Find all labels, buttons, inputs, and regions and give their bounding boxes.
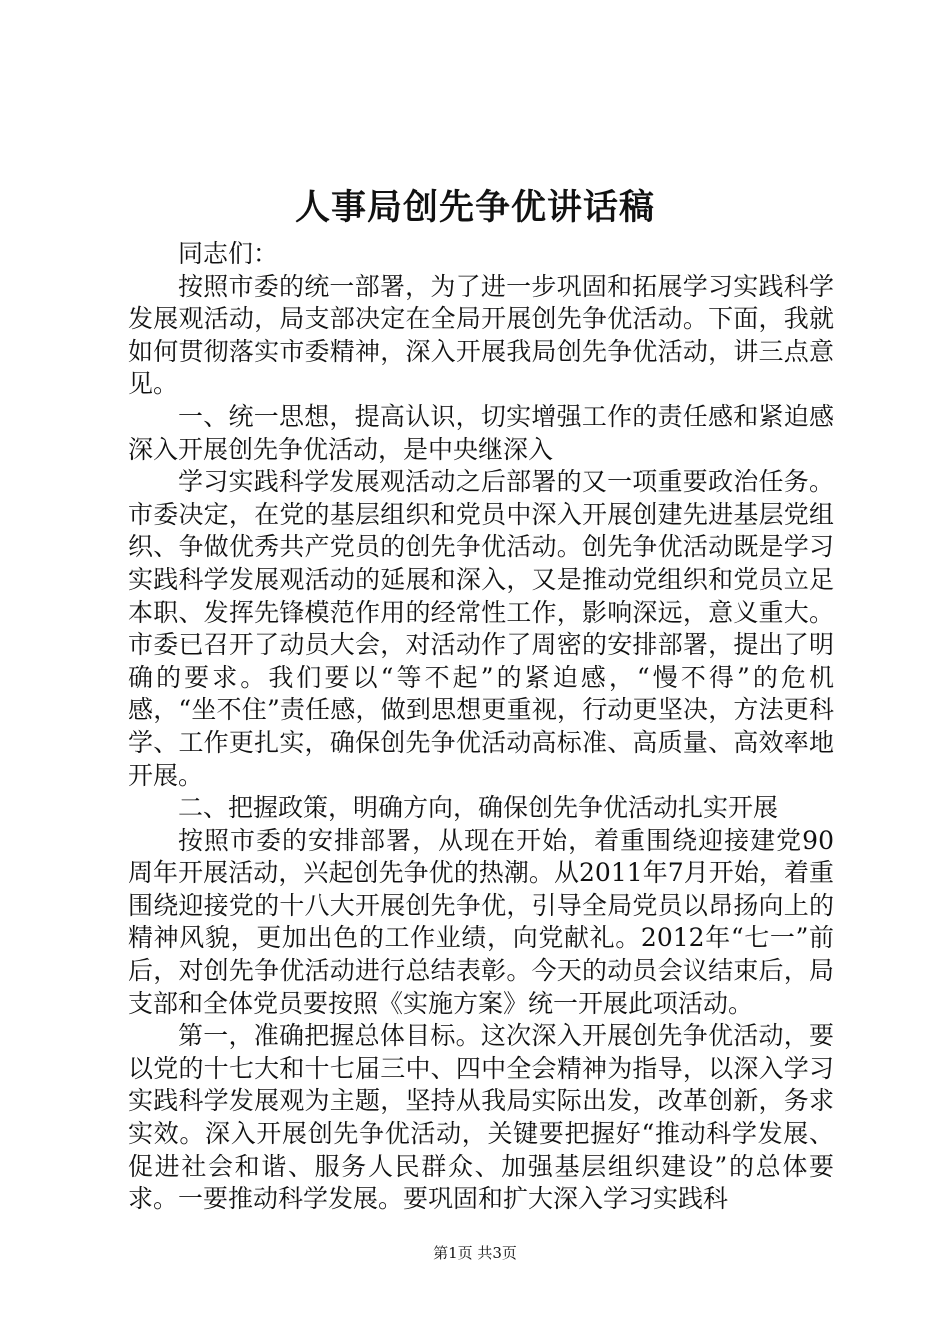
paragraph-greeting: 同志们： — [178, 239, 279, 268]
paragraph-section-one-heading: 一、统一思想，提高认识，切实增强工作的责任感和紧迫感深入开展创先争优活动，是中央继深入 — [128, 401, 834, 464]
document-title: 人事局创先争优讲话稿 — [294, 187, 655, 228]
paragraph-first-point: 第一，准确把握总体目标。这次深入开展创先争优活动，要以党的十七大和十七届三中、四中全会精神为指导，以深入学习实践科学发展观为主题，坚持从我局实际出发，改革创新，务求实效。深入开展创先争优活动，关键要把握好“推动科学发展、促进社会和谐、服务人民群众、加强基层组织建设”的总体要求。一要推动科学发展。要巩固和扩大深入学习实践科 — [128, 1021, 834, 1214]
paragraph-section-two-heading: 二、把握政策，明确方向，确保创先争优活动扎实开展 — [178, 793, 779, 823]
page-number-footer: 第1页 共3页 — [433, 1244, 517, 1262]
document-body — [128, 238, 834, 1216]
paragraph-section-two-body: 按照市委的安排部署，从现在开始，着重围绕迎接建党90周年开展活动，兴起创先争优的热潮。从2011年7月开始，着重围绕迎接党的十八大开展创先争优，引导全局党员以昂扬向上的精神风貌，更加出色的工作业绩，向党献礼。2012年“七一”前后，对创先争优活动进行总结表彰。今天的动员会议结束后，局支部和全体党员要按照《实施方案》统一开展此项活动。 — [128, 825, 834, 1018]
paragraph-section-one-body: 学习实践科学发展观活动之后部署的又一项重要政治任务。市委决定，在党的基层组织和党员中深入开展创建先进基层党组织、争做优秀共产党员的创先争优活动。创先争优活动既是学习实践科学发展观活动的延展和深入，又是推动党组织和党员立足本职、发挥先锋模范作用的经常性工作，影响深远，意义重大。市委已召开了动员大会，对活动作了周密的安排部署，提出了明确的要求。我们要以“等不起”的紧迫感，“慢不得”的危机感，“坐不住”责任感，做到思想更重视，行动更坚决，方法更科学、工作更扎实，确保创先争优活动高标准、高质量、高效率地开展。 — [128, 467, 834, 790]
paragraph-intro: 按照市委的统一部署，为了进一步巩固和拓展学习实践科学发展观活动，局支部决定在全局开展创先争优活动。下面，我就如何贯彻落实市委精神，深入开展我局创先争优活动，讲三点意见。 — [128, 271, 834, 399]
